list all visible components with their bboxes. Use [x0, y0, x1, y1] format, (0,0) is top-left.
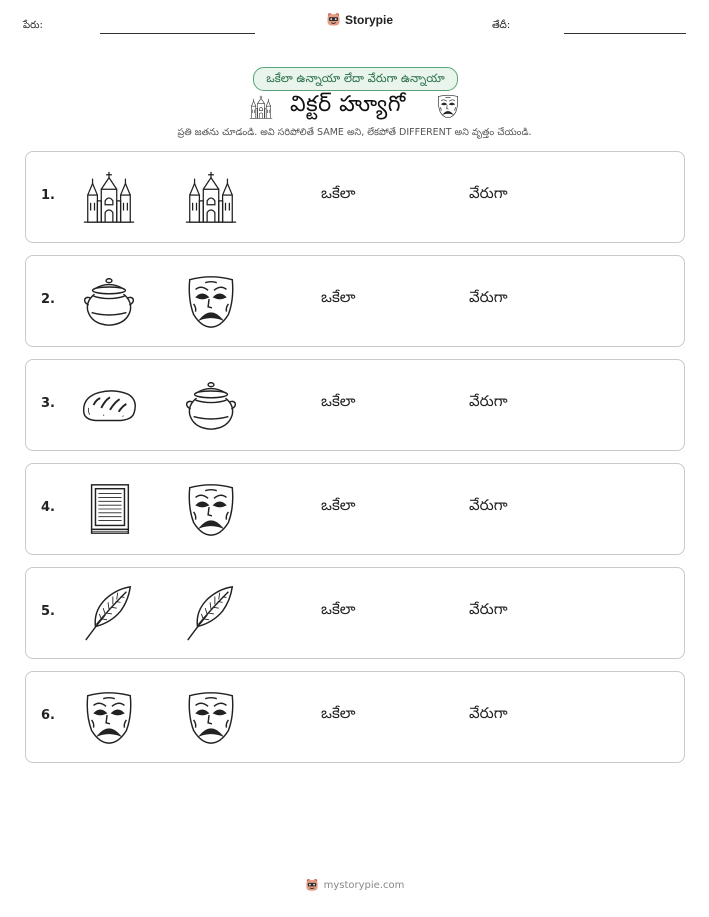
- same-option[interactable]: ఒకేలా: [321, 600, 356, 618]
- storypie-logo-icon: [326, 12, 341, 27]
- tragedy-mask-icon: [182, 480, 240, 538]
- storypie-logo-icon: [305, 878, 319, 892]
- instructions: ప్రతి జతను చూడండి. అవి సరిపోలితే SAME అని, లేకపోతే DIFFERENT అని వృత్తం చేయండి.: [177, 127, 532, 138]
- tragedy-mask-icon: [182, 688, 240, 746]
- pill-title: ఒకేలా ఉన్నాయా లేదా వేరుగా ఉన్నాయా: [266, 70, 445, 85]
- tragedy-mask-icon: [80, 688, 138, 746]
- same-option[interactable]: ఒకేలా: [321, 288, 356, 306]
- footer-site: mystorypie.com: [323, 879, 405, 891]
- cathedral-icon: [182, 168, 240, 226]
- date-field-line[interactable]: [564, 33, 686, 34]
- different-option[interactable]: వేరుగా: [469, 392, 508, 410]
- question-number: 3.: [41, 396, 55, 411]
- book-icon: [80, 480, 138, 538]
- same-option[interactable]: ఒకేలా: [321, 392, 356, 410]
- pot-icon: [182, 376, 240, 434]
- bread-icon: [80, 376, 138, 434]
- brand: [326, 12, 393, 27]
- question-number: 5.: [41, 604, 55, 619]
- question-row: [25, 463, 685, 555]
- pot-icon: [80, 272, 138, 330]
- brand-name: Storypie: [345, 12, 394, 27]
- same-option[interactable]: ఒకేలా: [321, 184, 356, 202]
- quill-icon: [80, 584, 138, 642]
- same-option[interactable]: ఒకేలా: [321, 496, 356, 514]
- same-option[interactable]: ఒకేలా: [321, 704, 356, 722]
- question-number: 4.: [41, 500, 55, 515]
- question-number: 1.: [41, 188, 55, 203]
- question-number: 6.: [41, 708, 55, 723]
- tragedy-mask-icon: [182, 272, 240, 330]
- page-title: విక్టర్ హ్యూగో: [290, 92, 406, 117]
- question-row: [25, 671, 685, 763]
- cathedral-icon: [248, 94, 274, 120]
- question-row: [25, 255, 685, 347]
- question-row: [25, 567, 685, 659]
- name-label: పేరు:: [23, 20, 43, 31]
- question-row: [25, 151, 685, 243]
- tragedy-mask-icon: [435, 92, 461, 120]
- date-label: తేదీ:: [492, 20, 511, 31]
- different-option[interactable]: వేరుగా: [469, 288, 508, 306]
- quill-icon: [182, 584, 240, 642]
- different-option[interactable]: వేరుగా: [469, 600, 508, 618]
- footer: [0, 878, 709, 892]
- question-number: 2.: [41, 292, 55, 307]
- different-option[interactable]: వేరుగా: [469, 704, 508, 722]
- cathedral-icon: [80, 168, 138, 226]
- worksheet-type-pill: [253, 67, 458, 91]
- name-field-line[interactable]: [100, 33, 255, 34]
- question-row: [25, 359, 685, 451]
- different-option[interactable]: వేరుగా: [469, 184, 508, 202]
- different-option[interactable]: వేరుగా: [469, 496, 508, 514]
